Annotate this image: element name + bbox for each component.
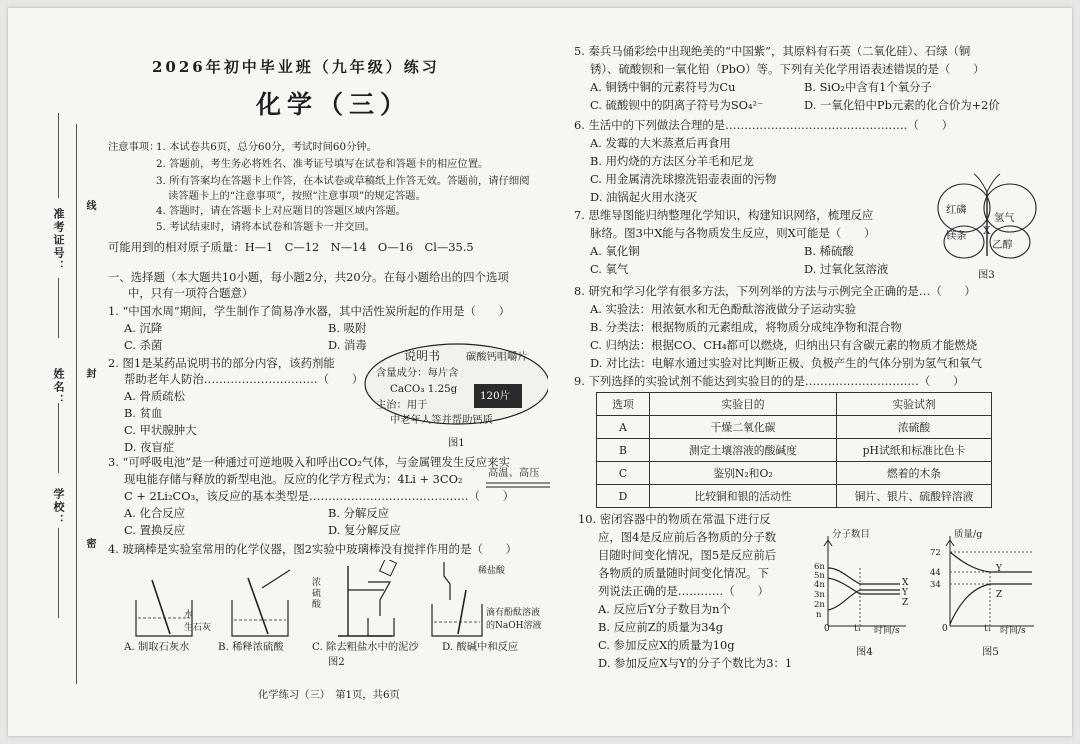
q5-option-b[interactable]: B. SiO₂中含有1个氧分子 — [804, 80, 932, 94]
fig4-legend-x: X — [902, 578, 909, 588]
section-1-heading-2: 中，只有一项符合题意） — [128, 286, 254, 300]
table-row — [597, 462, 992, 485]
binding-margin — [8, 8, 108, 736]
fig5-series-y — [950, 552, 1032, 572]
q2-stem-2: 帮助老年人防治…………………………（ ） — [124, 372, 364, 386]
name-blank[interactable] — [58, 403, 59, 473]
q10-option-b[interactable]: B. 反应前Z的质量为34g — [598, 620, 724, 634]
fig5-ylabel: 质量/g — [954, 529, 983, 540]
fig5-caption: 图5 — [982, 646, 999, 658]
q4-stem: 4. 玻璃棒是实验室常用的化学仪器，图2实验中玻璃棒没有搅拌作用的是（ ） — [108, 542, 518, 556]
q10-stem-3: 目随时间变化情况，图5是反应前后 — [598, 548, 777, 562]
q10-stem-4: 各物质的质量随时间变化情况。下 — [598, 566, 769, 580]
fig5-ytick: 34 — [930, 580, 941, 590]
notice-label: 注意事项： — [108, 141, 160, 153]
fig3-red-phosphorus: 红磷 — [946, 204, 967, 216]
fig3-caption: 图3 — [978, 269, 995, 281]
fig4-origin: 0 — [824, 624, 830, 634]
admission-number-blank-2[interactable] — [58, 278, 59, 338]
seal-line — [76, 124, 77, 684]
atomic-masses: 可能用到的相对原子质量：H—1 C—12 N—14 O—16 Cl—35.5 — [108, 240, 474, 254]
q9-stem: 9. 下列选择的实验试剂不能达到实验目的的是…………………………（ ） — [574, 374, 965, 388]
q9-table — [596, 392, 992, 508]
q5-option-d[interactable]: D. 一氧化铅中Pb元素的化合价为+2价 — [804, 98, 1000, 112]
q7-option-b[interactable]: B. 稀硫酸 — [804, 244, 854, 258]
fig2-label-naoh-2: 的NaOH溶液 — [486, 621, 542, 631]
exam-title: 2026年初中毕业班（九年级）练习 — [152, 58, 440, 76]
fig5-series-z — [950, 584, 1032, 624]
table-header: 实验试剂 — [837, 393, 992, 416]
page-footer: 化学练习（三） 第1页，共6页 — [258, 689, 400, 701]
q5-stem-2: 锈）、硫酸钡和一氧化铅（PbO）等。下列有关化学用语表述错误的是（ ） — [590, 62, 985, 76]
table-header: 选项 — [597, 393, 650, 416]
table-cell: 燃着的木条 — [837, 462, 992, 485]
fig4-ylabel: 分子数目 — [832, 529, 871, 540]
q3-option-b[interactable]: B. 分解反应 — [328, 506, 390, 520]
fig2-label-hcl: 稀盐酸 — [478, 566, 506, 576]
q4-option-a[interactable]: A. 制取石灰水 — [124, 641, 190, 653]
q3-stem-2: 现电能存储与释放的新型电池。反应的化学方程式为：4Li + 3CO₂ — [124, 472, 463, 486]
q3-stem-3: C + 2Li₂CO₃，该反应的基本类型是……………………………………（ ） — [124, 489, 515, 503]
notice-item: 3. 所有答案均在答题卡上作答，在本试卷或草稿纸上作答无效。答题前，请仔细阅 — [156, 175, 530, 187]
table-cell: pH试纸和标准比色卡 — [837, 439, 992, 462]
fig1-line1: 含量成分：每片含 — [376, 367, 459, 379]
q7-stem-2: 脉络。图3中X能与各物质发生反应，则X可能是（ ） — [590, 226, 876, 240]
fig5-legend-z: Z — [996, 590, 1003, 600]
figure-3-butterfly — [934, 172, 1040, 268]
seal-text-mi: 密 — [84, 538, 95, 550]
q2-option-b[interactable]: B. 贫血 — [124, 406, 163, 420]
name-label: 姓名： — [52, 368, 65, 407]
fig4-ytick: 4n — [814, 580, 825, 590]
fig1-count: 120片 — [480, 390, 510, 402]
fig5-ytick: 44 — [930, 568, 941, 578]
notice-item: 4. 答题时，请在答题卡上对应题目的答题区域内答题。 — [156, 205, 406, 217]
fig4-ytick: 2n — [814, 600, 825, 610]
q1-option-a[interactable]: A. 沉降 — [124, 321, 163, 335]
fig1-product-name: 碳酸钙咀嚼片 — [466, 351, 528, 363]
notice-item: 读答题卡上的“注意事项”，按照“注意事项”的规定答题。 — [168, 190, 426, 202]
fig5-xlabel: 时间/s — [1000, 626, 1026, 636]
q2-option-c[interactable]: C. 甲状腺肿大 — [124, 423, 197, 437]
q7-option-c[interactable]: C. 氧气 — [590, 262, 629, 276]
q7-option-d[interactable]: D. 过氧化氢溶液 — [804, 262, 889, 276]
table-cell: 测定土壤溶液的酸碱度 — [650, 439, 837, 462]
q6-option-c[interactable]: C. 用金属清洗球擦洗铝壶表面的污物 — [590, 172, 777, 186]
q1-option-d[interactable]: D. 消毒 — [328, 338, 367, 352]
q10-stem-5: 列说法正确的是…………（ ） — [598, 584, 769, 598]
q10-stem-2: 应，图4是反应前后各物质的分子数 — [598, 530, 777, 544]
q3-condition: 高温、高压 — [488, 467, 540, 479]
fig5-origin: 0 — [942, 624, 948, 634]
fig4-legend-y: Y — [902, 588, 908, 598]
q8-stem: 8. 研究和学习化学有很多方法，下列列举的方法与示例完全正确的是…（ ） — [574, 284, 976, 298]
table-cell: B — [597, 439, 650, 462]
fig4-ytick: 5n — [814, 571, 825, 581]
q3-stem: 3. “可呼吸电池”是一种通过可逆地吸入和呼出CO₂气体，与金属锂发生反应来实 — [108, 455, 510, 469]
notice-item: 2. 答题前，考生务必将姓名、准考证号填写在试卷和答题卡的相应位置。 — [156, 158, 489, 170]
q1-option-b[interactable]: B. 吸附 — [328, 321, 367, 335]
fig1-caption: 图1 — [448, 437, 465, 449]
fig2-label-acid: 浓硫酸 — [312, 578, 322, 610]
q3-option-c[interactable]: C. 置换反应 — [124, 523, 186, 537]
q8-option-a[interactable]: A. 实验法：用浓氨水和无色酚酞溶液做分子运动实验 — [590, 302, 857, 316]
school-label: 学校： — [52, 488, 65, 527]
fig3-hydrogen: 氢气 — [994, 212, 1015, 224]
fig1-title: 说明书 — [404, 349, 441, 363]
notice-item: 1. 本试卷共6页，总分60分，考试时间60分钟。 — [156, 141, 377, 153]
q4-option-b[interactable]: B. 稀释浓硫酸 — [218, 641, 284, 653]
q3-option-d[interactable]: D. 复分解反应 — [328, 523, 401, 537]
exam-page — [8, 8, 1072, 736]
fig4-series-z — [828, 590, 900, 610]
q5-stem: 5. 秦兵马俑彩绘中出现绝美的“中国紫”，其原料有石英（二氧化硅）、石绿（铜 — [574, 44, 971, 58]
fig4-ytick: n — [816, 610, 822, 620]
q5-option-c[interactable]: C. 硫酸钡中的阴离子符号为SO₄²⁻ — [590, 98, 764, 112]
q8-option-c[interactable]: C. 归纳法：根据CO、CH₄都可以燃烧，归纳出只有含碳元素的物质才能燃烧 — [590, 338, 978, 352]
table-row — [597, 416, 992, 439]
q2-stem: 2. 图1是某药品说明书的部分内容，该药剂能 — [108, 356, 335, 370]
section-1-heading: 一、选择题（本大题共10小题，每小题2分，共20分。在每小题给出的四个选项 — [108, 270, 509, 284]
notice-item: 5. 考试结束时，请将本试卷和答题卡一并交回。 — [156, 221, 376, 233]
fig2-label-lime: 生石灰 — [184, 623, 212, 633]
seal-text-feng: 封 — [84, 368, 95, 380]
q10-option-a[interactable]: A. 反应后Y分子数目为n个 — [598, 602, 731, 616]
q7-option-a[interactable]: A. 氧化铜 — [590, 244, 640, 258]
table-row — [597, 485, 992, 508]
q6-stem: 6. 生活中的下列做法合理的是…………………………………………（ ） — [574, 118, 953, 132]
fig5-legend-y: Y — [996, 564, 1002, 574]
admission-number-label: 准考证号： — [52, 208, 65, 273]
q2-option-a[interactable]: A. 骨质疏松 — [124, 389, 186, 403]
q10-stem: 10. 密闭容器中的物质在常温下进行反 — [578, 512, 771, 526]
q5-option-a[interactable]: A. 铜锈中铜的元素符号为Cu — [590, 80, 736, 94]
q1-option-c[interactable]: C. 杀菌 — [124, 338, 163, 352]
fig4-ytick: 3n — [814, 590, 825, 600]
fig2-label-naoh-1: 滴有酚酞溶液 — [486, 608, 541, 618]
fig3-magnesium: 镁条 — [946, 230, 967, 242]
fig5-t1: t₁ — [984, 624, 992, 634]
table-cell: C — [597, 462, 650, 485]
q2-option-d[interactable]: D. 夜盲症 — [124, 440, 175, 454]
fig4-legend-z: Z — [902, 598, 909, 608]
table-cell: 浓硫酸 — [837, 416, 992, 439]
q6-option-d[interactable]: D. 油锅起火用水浇灭 — [590, 190, 698, 204]
q4-option-c[interactable]: C. 除去粗盐水中的泥沙 — [312, 641, 419, 653]
school-blank[interactable] — [58, 528, 59, 618]
exam-subject: 化学（三） — [256, 90, 412, 119]
table-header: 实验目的 — [650, 393, 837, 416]
q4-option-d[interactable]: D. 酸碱中和反应 — [442, 641, 519, 653]
table-cell: 鉴别N₂和O₂ — [650, 462, 837, 485]
q10-option-c[interactable]: C. 参加反应X的质量为10g — [598, 638, 735, 652]
table-cell: 干燥二氧化碳 — [650, 416, 837, 439]
fig1-line3: 主治：用于 — [376, 399, 428, 411]
fig1-line4: 中老年人等并帮助钙质 — [390, 414, 493, 426]
table-header-row — [597, 393, 992, 416]
q10-option-d[interactable]: D. 参加反应X与Y的分子个数比为3：1 — [598, 656, 793, 670]
q6-option-a[interactable]: A. 发霉的大米蒸煮后再食用 — [590, 136, 731, 150]
fig4-series-y — [828, 578, 900, 594]
q3-option-a[interactable]: A. 化合反应 — [124, 506, 186, 520]
fig2-caption: 图2 — [328, 656, 345, 668]
fig3-x: X — [983, 225, 991, 237]
fig3-ethanol: 乙醇 — [992, 239, 1013, 251]
table-cell: 铜片、银片、硫酸锌溶液 — [837, 485, 992, 508]
q7-stem: 7. 思维导图能归纳整理化学知识，构建知识网络，梳理反应 — [574, 208, 874, 222]
fig4-t1: t₁ — [854, 624, 862, 634]
q1-stem: 1. “中国水周”期间，学生制作了简易净水器，其中活性炭所起的作用是（ ） — [108, 304, 511, 318]
table-cell: D — [597, 485, 650, 508]
q8-option-b[interactable]: B. 分类法：根据物质的元素组成，将物质分成纯净物和混合物 — [590, 320, 902, 334]
table-row — [597, 439, 992, 462]
admission-number-blank[interactable] — [58, 113, 59, 198]
fig5-ytick: 72 — [930, 548, 941, 558]
seal-text-line: 线 — [84, 200, 95, 212]
fig4-ytick: 6n — [814, 562, 825, 572]
fig1-line2: CaCO₃ 1.25g — [390, 383, 458, 395]
q6-option-b[interactable]: B. 用灼烧的方法区分羊毛和尼龙 — [590, 154, 754, 168]
fig4-caption: 图4 — [856, 646, 873, 658]
fig4-xlabel: 时间/s — [874, 626, 900, 636]
fig2-label-water: 水 — [184, 610, 194, 620]
table-cell: A — [597, 416, 650, 439]
table-cell: 比较铜和银的活动性 — [650, 485, 837, 508]
q8-option-d[interactable]: D. 对比法：电解水通过实验对比判断正极、负极产生的气体分别为氢气和氧气 — [590, 356, 982, 370]
